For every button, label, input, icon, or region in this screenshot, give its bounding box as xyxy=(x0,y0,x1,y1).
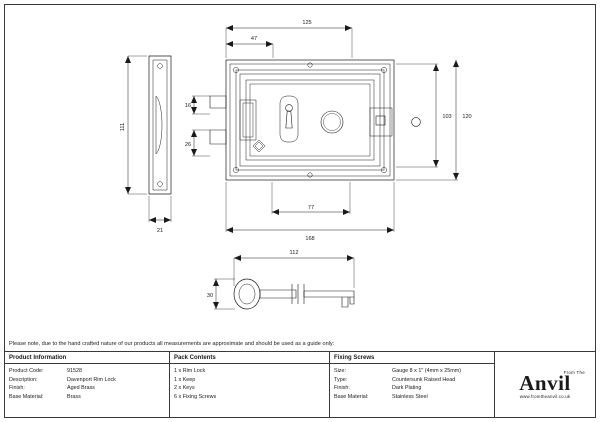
dim-spindle-offset xyxy=(185,130,210,156)
product-information-header: Product Information xyxy=(5,352,169,364)
keep-side-view xyxy=(149,56,171,194)
svg-text:77: 77 xyxy=(307,205,315,211)
description-value: Davenport Rim Lock xyxy=(67,376,116,383)
svg-text:103: 103 xyxy=(442,114,452,120)
logo-brand: Anvil xyxy=(519,371,571,395)
svg-text:125: 125 xyxy=(302,20,312,26)
product-information-column xyxy=(5,352,170,417)
dim-key-bow xyxy=(207,279,235,309)
key-view xyxy=(234,279,354,309)
table-row xyxy=(334,393,494,402)
list-item: 2 x Keys xyxy=(174,385,195,392)
dim-lock-right-inner xyxy=(396,64,452,167)
logo-url: www.fromtheanvil.co.uk xyxy=(519,394,571,399)
table-row xyxy=(334,376,494,385)
svg-text:30: 30 xyxy=(206,293,214,299)
table-row xyxy=(9,367,169,376)
base-material-label: Base Material: xyxy=(9,393,44,400)
dim-keyhole-offset xyxy=(185,96,210,114)
base-material-value: Brass xyxy=(67,393,81,400)
svg-text:21: 21 xyxy=(156,228,164,234)
logo xyxy=(495,352,595,417)
product-code-value: 91528 xyxy=(67,368,82,374)
screw-base-material-value: Stainless Steel xyxy=(392,393,428,400)
description-label: Description: xyxy=(9,376,38,383)
dim-lock-bottom-inner xyxy=(272,182,350,214)
table-row xyxy=(334,367,494,376)
table-row xyxy=(9,384,169,393)
dim-lock-top-inner xyxy=(226,36,273,58)
fixing-screws-column xyxy=(330,352,495,417)
screw-type-value: Countersunk Raised Head xyxy=(392,376,456,383)
fixing-screws-header: Fixing Screws xyxy=(330,352,494,364)
svg-text:168: 168 xyxy=(305,236,315,242)
dim-lock-top-total xyxy=(226,20,352,58)
screw-base-material-label: Base Material: xyxy=(334,393,369,400)
svg-text:47: 47 xyxy=(250,36,258,42)
table-row xyxy=(9,393,169,402)
product-drawing-svg xyxy=(4,4,596,334)
dim-keep-depth xyxy=(149,196,171,234)
information-table xyxy=(5,352,595,417)
dim-keep-height xyxy=(120,56,147,194)
screw-finish-label: Finish: xyxy=(334,385,350,392)
finish-label: Finish: xyxy=(9,385,25,392)
logo-pretext: From The xyxy=(563,370,585,375)
svg-text:16: 16 xyxy=(184,103,192,109)
screw-size-label: Size: xyxy=(334,368,346,374)
drawing-area xyxy=(4,4,596,334)
dim-key-length xyxy=(234,250,354,288)
rim-lock-front-view xyxy=(210,60,420,180)
list-item: 6 x Fixing Screws xyxy=(174,393,217,400)
screw-size-value: Gauge 8 x 1" (4mm x 25mm) xyxy=(392,368,462,374)
finish-value: Aged Brass xyxy=(67,385,95,392)
table-row xyxy=(334,384,494,393)
pack-contents-header: Pack Contents xyxy=(170,352,329,364)
svg-text:120: 120 xyxy=(462,114,472,120)
brand-logo-cell xyxy=(495,352,595,417)
measurement-note: Please note, due to the hand crafted nature of our products all measurements are approximate and should be used as a guide only: xyxy=(5,336,595,352)
table-row xyxy=(9,376,169,385)
svg-text:26: 26 xyxy=(184,142,192,148)
screw-finish-value: Dark Plating xyxy=(392,385,422,392)
svg-text:112: 112 xyxy=(289,250,299,256)
screw-type-label: Type: xyxy=(334,376,348,383)
dim-lock-right-total xyxy=(396,60,472,180)
product-code-label: Product Code: xyxy=(9,368,44,374)
list-item: 1 x Keep xyxy=(174,376,196,383)
svg-text:111: 111 xyxy=(120,122,126,132)
list-item: 1 x Rim Lock xyxy=(174,368,206,374)
pack-contents-column xyxy=(170,352,330,417)
